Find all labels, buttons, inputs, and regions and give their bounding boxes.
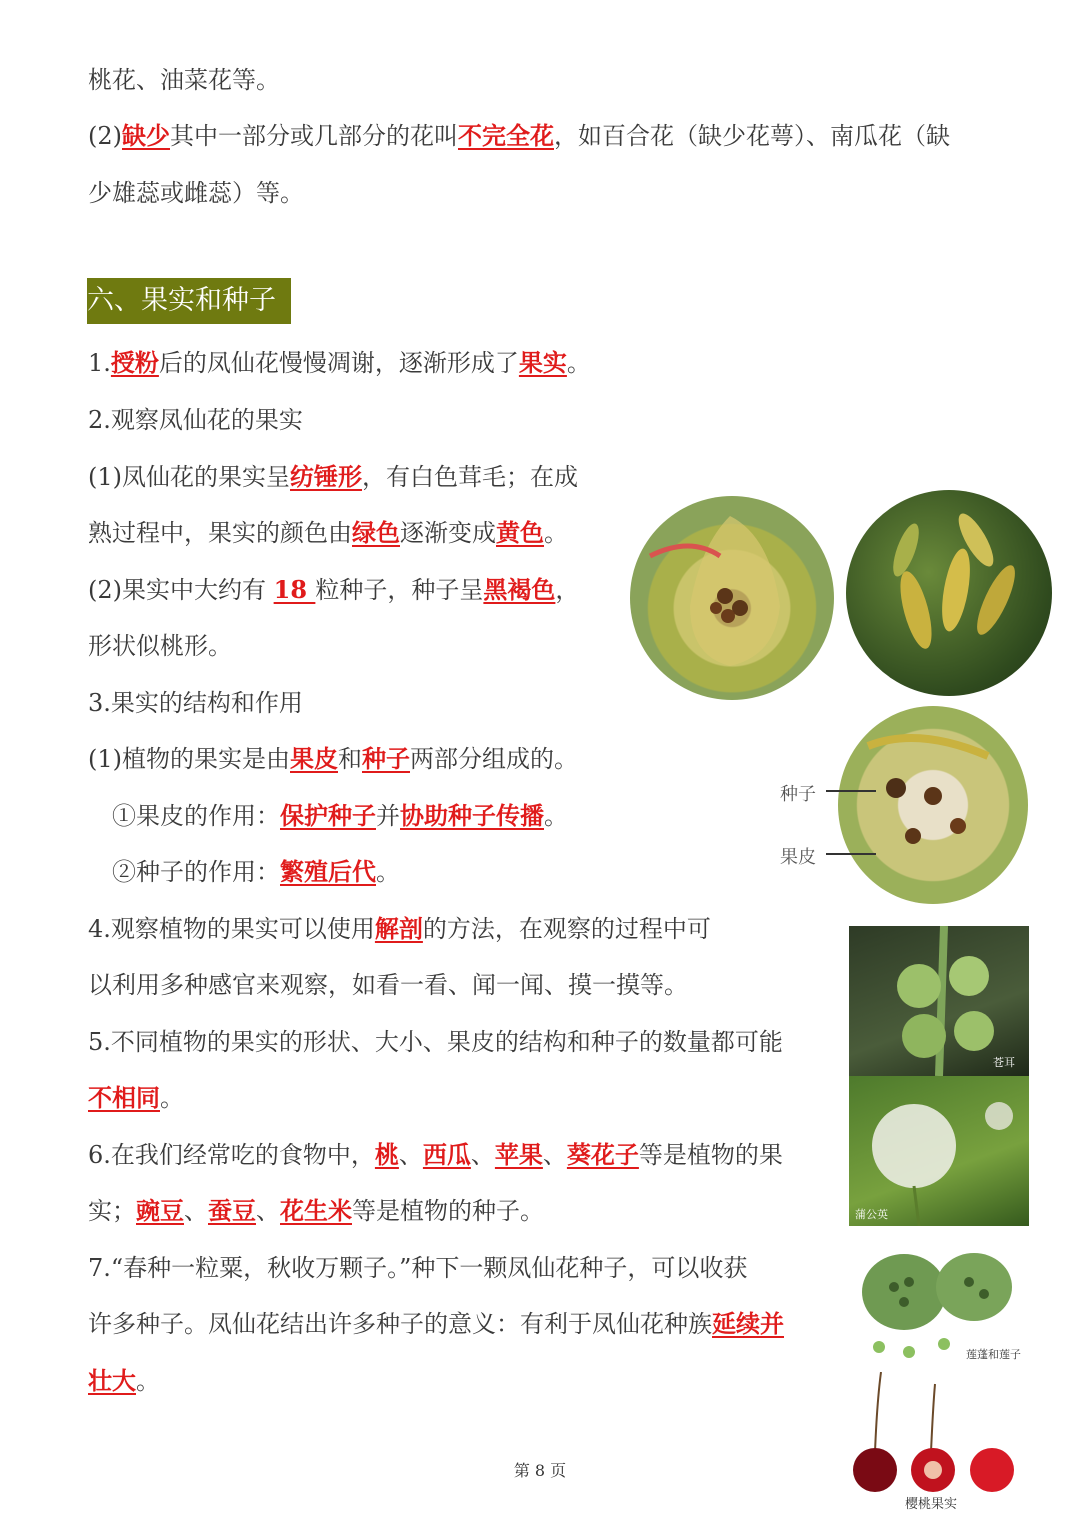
keyword: 协助种子传播 [400,801,544,830]
cherry-photo [849,1372,1029,1512]
item-line [88,517,568,549]
balsam-fruit-cross-section-photo [630,496,834,700]
text-segment: 3.果实的结构和作用 [88,689,303,717]
item-line [88,347,591,379]
text-segment: 4.观察植物的果实可以使用 [88,915,375,943]
text-segment: 熟过程中，果实的颜色由 [88,519,352,547]
cocklebur-photo [849,926,1029,1076]
keyword: 绿色 [352,518,400,547]
text-segment: (2)果实中大约有 [88,576,274,604]
item-line [88,1195,544,1227]
text-segment: 形状似桃形。 [88,632,232,660]
lotus-pod-photo [849,1232,1029,1372]
keyword: 黑褐色 [483,575,556,604]
text-segment: 6.在我们经常吃的食物中， [88,1141,375,1169]
item-line [88,1139,783,1171]
text-segment: 等是植物的果 [638,1141,783,1169]
text-segment: ，如百合花（缺少花萼）、南瓜花（缺 [554,122,950,150]
item-line [88,404,303,436]
keyword: 果实 [518,348,567,377]
text-segment: 。 [160,1084,184,1112]
text-segment: 以利用多种感官来观察，如看一看、闻一闻、摸一摸等。 [88,971,688,999]
text-segment: ，有白色茸毛；在成 [362,463,578,491]
item-line [88,1026,783,1058]
item-line [88,1365,160,1397]
text-segment: (2) [88,122,122,150]
text-segment: 。 [376,858,400,886]
text-segment: 。 [544,802,568,830]
text-segment: 实； [88,1197,136,1225]
intro-line-1 [88,64,280,96]
peel-label: 果皮 [780,847,816,868]
text-segment: ， [555,576,580,604]
keyword: 保护种子 [280,801,376,830]
text-segment: 的方法，在观察的过程中可 [422,915,711,943]
item-line [112,800,568,832]
keyword: 不相同 [88,1083,160,1112]
item-line [88,1252,747,1284]
keyword: 黄色 [496,518,544,547]
text-segment: ②种子的作用： [112,858,280,886]
item-line [88,969,688,1001]
keyword: 种子 [362,744,410,773]
text-segment: 。 [566,349,591,377]
text-segment: 、 [542,1141,567,1169]
text-segment: 5.不同植物的果实的形状、大小、果皮的结构和种子的数量都可能 [88,1028,783,1056]
item-line [88,1082,184,1114]
text-segment: 逐渐变成 [400,519,496,547]
text-segment: 粒种子，种子呈 [315,576,484,604]
text-segment: 桃花、油菜花等。 [88,66,280,94]
keyword: 壮大 [88,1366,136,1395]
text-segment: 、 [256,1197,280,1225]
item-line [88,743,578,775]
lotus-caption: 莲蓬和莲子 [966,1348,1021,1361]
text-segment: (1)凤仙花的果实呈 [88,463,290,491]
text-segment: ①果皮的作用： [112,802,280,830]
cocklebur-caption: 苍耳 [993,1056,1015,1069]
text-segment: 并 [376,802,400,830]
text-segment: 其中一部分或几部分的花叫 [170,122,458,150]
dandelion-photo [849,1076,1029,1226]
item-line [112,856,400,888]
keyword: 桃 [374,1140,399,1169]
keyword: 豌豆 [136,1196,184,1225]
peel-pointer-line [826,853,876,855]
text-segment: 7.“春种一粒粟，秋收万颗子。”种下一颗凤仙花种子，可以收获 [88,1254,748,1282]
text-segment: 。 [544,519,568,547]
keyword: 果皮 [290,744,338,773]
text-segment: 。 [136,1367,160,1395]
seed-label: 种子 [780,784,816,805]
keyword: 解剖 [374,914,423,943]
balsam-fruits-on-plant-photo [846,490,1052,696]
intro-line-3 [88,177,304,209]
section-heading: 六、果实和种子 [87,278,291,324]
item-line [88,461,578,493]
text-segment: 和 [338,745,362,773]
text-segment: 等是植物的种子。 [352,1197,544,1225]
keyword: 授粉 [110,348,159,377]
text-segment: 两部分组成的。 [410,745,578,773]
keyword: 蚕豆 [208,1196,256,1225]
text-segment: 、 [398,1141,423,1169]
text-segment: 、 [470,1141,495,1169]
text-segment: (1)植物的果实是由 [88,745,290,773]
text-segment: 1. [88,349,111,377]
page-number: 第 8 页 [513,1461,567,1480]
keyword: 18 [273,575,316,604]
keyword: 纺锤形 [290,462,362,491]
text-segment: 少雄蕊或雌蕊）等。 [88,179,304,207]
keyword: 葵花子 [566,1140,639,1169]
cherry-caption: 樱桃果实 [905,1497,958,1512]
text-segment: 后的凤仙花慢慢凋谢，逐渐形成了 [158,349,519,377]
text-segment: 许多种子。凤仙花结出许多种子的意义：有利于凤仙花种族 [88,1310,712,1338]
item-line [88,1308,784,1340]
keyword: 不完全花 [458,121,554,150]
item-line [88,574,579,606]
keyword: 延续并 [712,1309,784,1338]
item-line [88,913,711,945]
item-line [88,630,232,662]
fruit-structure-diagram-photo [838,706,1028,904]
dandelion-caption: 蒲公英 [855,1208,888,1221]
item-line [88,687,303,719]
text-segment: 、 [184,1197,208,1225]
keyword: 花生米 [280,1196,352,1225]
intro-line-2 [88,120,950,152]
keyword: 繁殖后代 [280,857,376,886]
keyword: 缺少 [122,121,170,150]
seed-pointer-line [826,790,876,792]
text-segment: 2.观察凤仙花的果实 [88,406,303,434]
keyword: 西瓜 [422,1140,471,1169]
keyword: 苹果 [494,1140,543,1169]
